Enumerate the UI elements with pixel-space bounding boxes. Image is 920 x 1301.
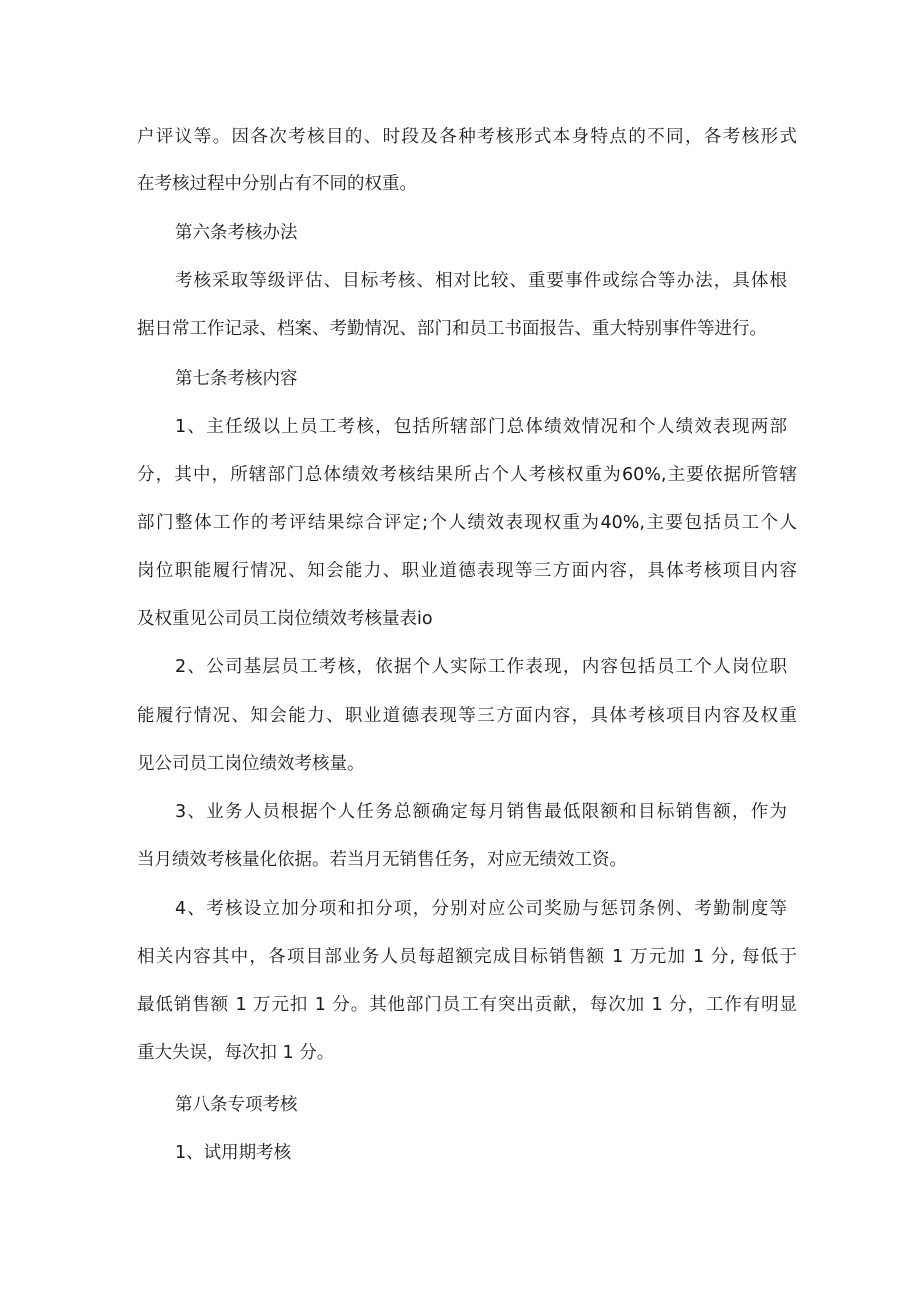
paragraph-line: 当月绩效考核量化依据。若当月无销售任务，对应无绩效工资。	[137, 850, 627, 870]
paragraph-line: 据日常工作记录、档案、考勤情况、部门和员工书面报告、重大特别事件等进行。	[137, 319, 767, 339]
section-heading: 第七条考核内容	[175, 369, 298, 389]
paragraph-line: 及权重见公司员工岗位绩效考核量表io	[137, 609, 433, 629]
paragraph-line: 4、考核设立加分项和扣分项，分别对应公司奖励与惩罚条例、考勤制度等	[175, 899, 787, 919]
paragraph-line: 户评议等。因各次考核目的、时段及各种考核形式本身特点的不同，各考核形式	[137, 127, 797, 147]
paragraph-line: 重大失误，每次扣 1 分。	[137, 1043, 335, 1063]
section-heading: 第八条专项考核	[175, 1095, 298, 1115]
paragraph-line: 2、公司基层员工考核，依据个人实际工作表现，内容包括员工个人岗位职	[175, 657, 787, 677]
paragraph-line: 见公司员工岗位绩效考核量。	[137, 754, 365, 774]
paragraph-line: 在考核过程中分别占有不同的权重。	[137, 174, 417, 194]
paragraph-line: 1、主任级以上员工考核，包括所辖部门总体绩效情况和个人绩效表现两部	[175, 417, 787, 437]
paragraph-line: 相关内容其中，各项目部业务人员每超额完成目标销售额 1 万元加 1 分, 每低于	[137, 947, 797, 967]
paragraph-line: 3、业务人员根据个人任务总额确定每月销售最低限额和目标销售额，作为	[175, 802, 787, 822]
subsection-heading: 1、试用期考核	[175, 1143, 292, 1163]
paragraph-line: 最低销售额 1 万元扣 1 分。其他部门员工有突出贡献，每次加 1 分，工作有明显	[137, 995, 797, 1015]
paragraph-line: 分，其中，所辖部门总体绩效考核结果所占个人考核权重为60%,主要依据所管辖	[137, 465, 797, 485]
paragraph-line: 能履行情况、知会能力、职业道德表现等三方面内容，具体考核项目内容及权重	[137, 706, 797, 726]
paragraph-line: 岗位职能履行情况、知会能力、职业道德表现等三方面内容，具体考核项目内容	[137, 561, 797, 581]
section-heading: 第六条考核办法	[175, 223, 298, 243]
paragraph-line: 部门整体工作的考评结果综合评定;个人绩效表现权重为40%,主要包括员工个人	[137, 513, 797, 533]
paragraph-line: 考核采取等级评估、目标考核、相对比较、重要事件或综合等办法，具体根	[175, 271, 787, 291]
